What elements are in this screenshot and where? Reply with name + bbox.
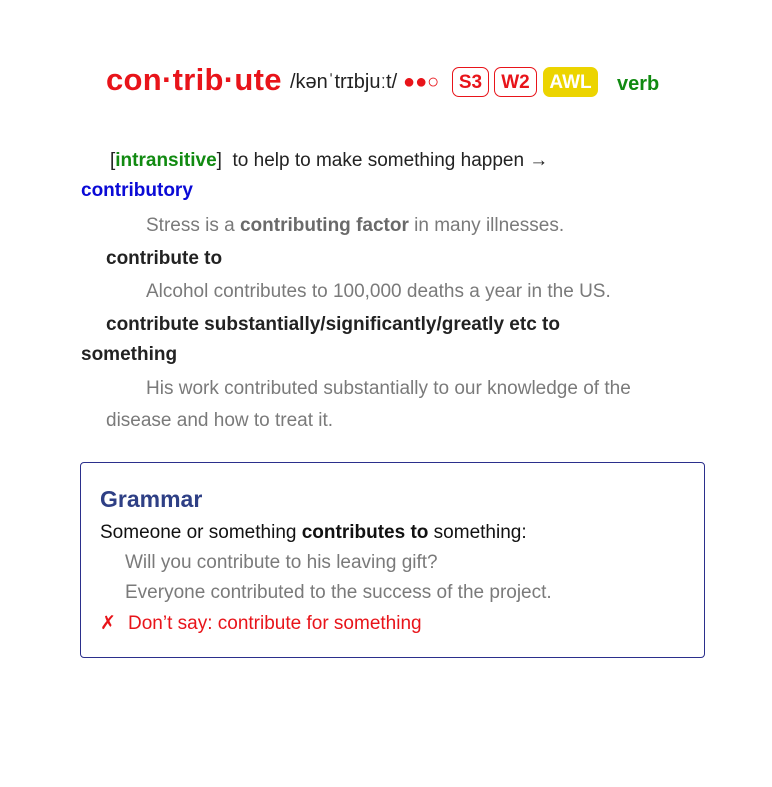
example-sentence: Stress is a contributing factor in many illnesses. [146,215,565,236]
written-frequency-badge: W2 [494,67,537,97]
grammar-pattern-continued: something [81,344,178,365]
cross-reference-link[interactable]: contributory [81,180,193,201]
definition-text: to help to make something happen → [232,150,549,171]
grammar-pattern: contribute substantially/significantly/greatly etc to [106,314,560,335]
frequency-dots: ●●○ [403,71,440,93]
grammar-example: Will you contribute to his leaving gift? [125,552,438,573]
headword: con·trib·ute [106,62,282,97]
example-sentence: Alcohol contributes to 100,000 deaths a year in the US. [146,281,611,302]
grammar-rule: Someone or something contributes to something: [100,522,527,543]
cross-mark-icon: ✗ [100,613,116,634]
spoken-frequency-badge: S3 [452,67,489,97]
part-of-speech: verb [617,73,660,95]
pronunciation: /kənˈtrɪbjuːt/ [290,71,398,93]
grammar-title: Grammar [100,486,203,512]
warning-text: Don’t say: contribute for something [128,613,422,634]
collocation-highlight: contributing factor [239,215,409,236]
grammar-example: Everyone contributed to the success of the project. [125,582,552,603]
example-sentence: His work contributed substantially to our knowledge of the [146,378,631,399]
example-sentence-continued: disease and how to treat it. [106,410,334,431]
grammar-warning [100,612,422,635]
grammar-label: intransitive [115,150,217,171]
definition-line: [intransitive] to help to make something happen → [110,150,549,171]
academic-word-list-badge: AWL [543,67,598,97]
grammar-pattern: contribute to [106,248,223,269]
